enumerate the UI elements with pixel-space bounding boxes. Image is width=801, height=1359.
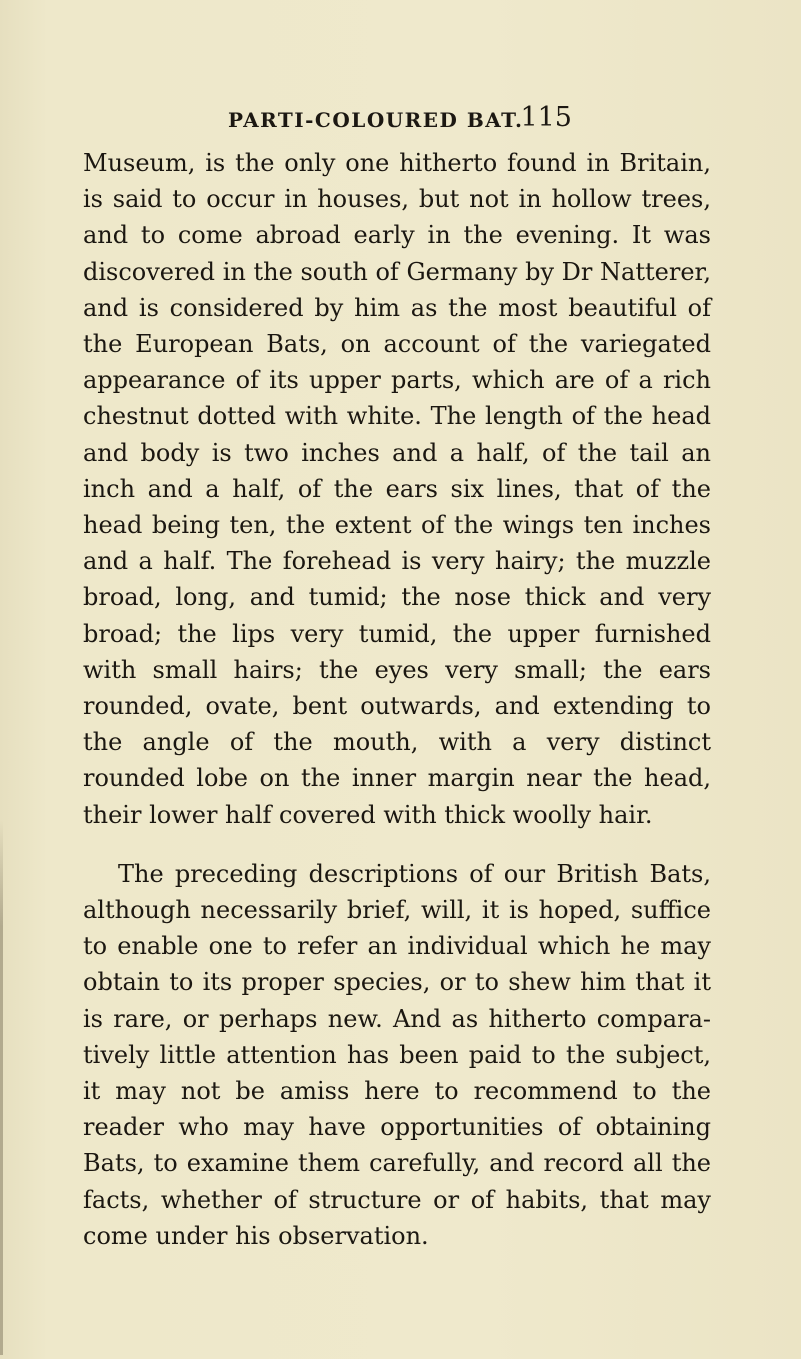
page-header (228, 102, 572, 142)
paragraph: Museum, is the only one hitherto found in Britain, is said to occur in houses, but not in hollow trees, and to come abroad early in the evening. It was discovered in the south of Germany by Dr Natterer, and is considered by him as the most beautiful of the European Bats, on account of the variegated appearance of its upper parts, which are of a rich chestnut dotted with white. The length of the head and body is two inches and a half, of the tail an inch and a half, of the ears six lines, that of the head being ten, the extent of the wings ten inches and a half. The forehead is very hairy; the muzzle broad, long, and tumid; the nose thick and very broad; the lips very tumid, the upper furnished with small hairs; the eyes very small; the ears rounded, ovate, bent outwards, and extending to the angle of the mouth, with a very distinct rounded lobe on the inner margin near the head, their lower half covered with thick woolly hair. (83, 149, 711, 829)
running-head: PARTI-COLOURED BAT. (228, 108, 524, 132)
body-text (83, 145, 711, 1254)
paragraph: The preceding descriptions of our British Bats, although necessarily brief, will, it is hoped, suffice to enable one to refer an individual which he may obtain to its proper species, or to shew him that it is rare, or perhaps new. And as hitherto comparatively little attention has been paid to the subject, it may not be amiss here to recommend to the reader who may have opportunities of obtaining Bats, to examine them carefully, and record all the facts, whether of structure or of habits, that may come under his observation. (83, 859, 711, 1250)
page-edge-shadow (0, 820, 3, 1355)
page-number: 115 (520, 102, 572, 133)
